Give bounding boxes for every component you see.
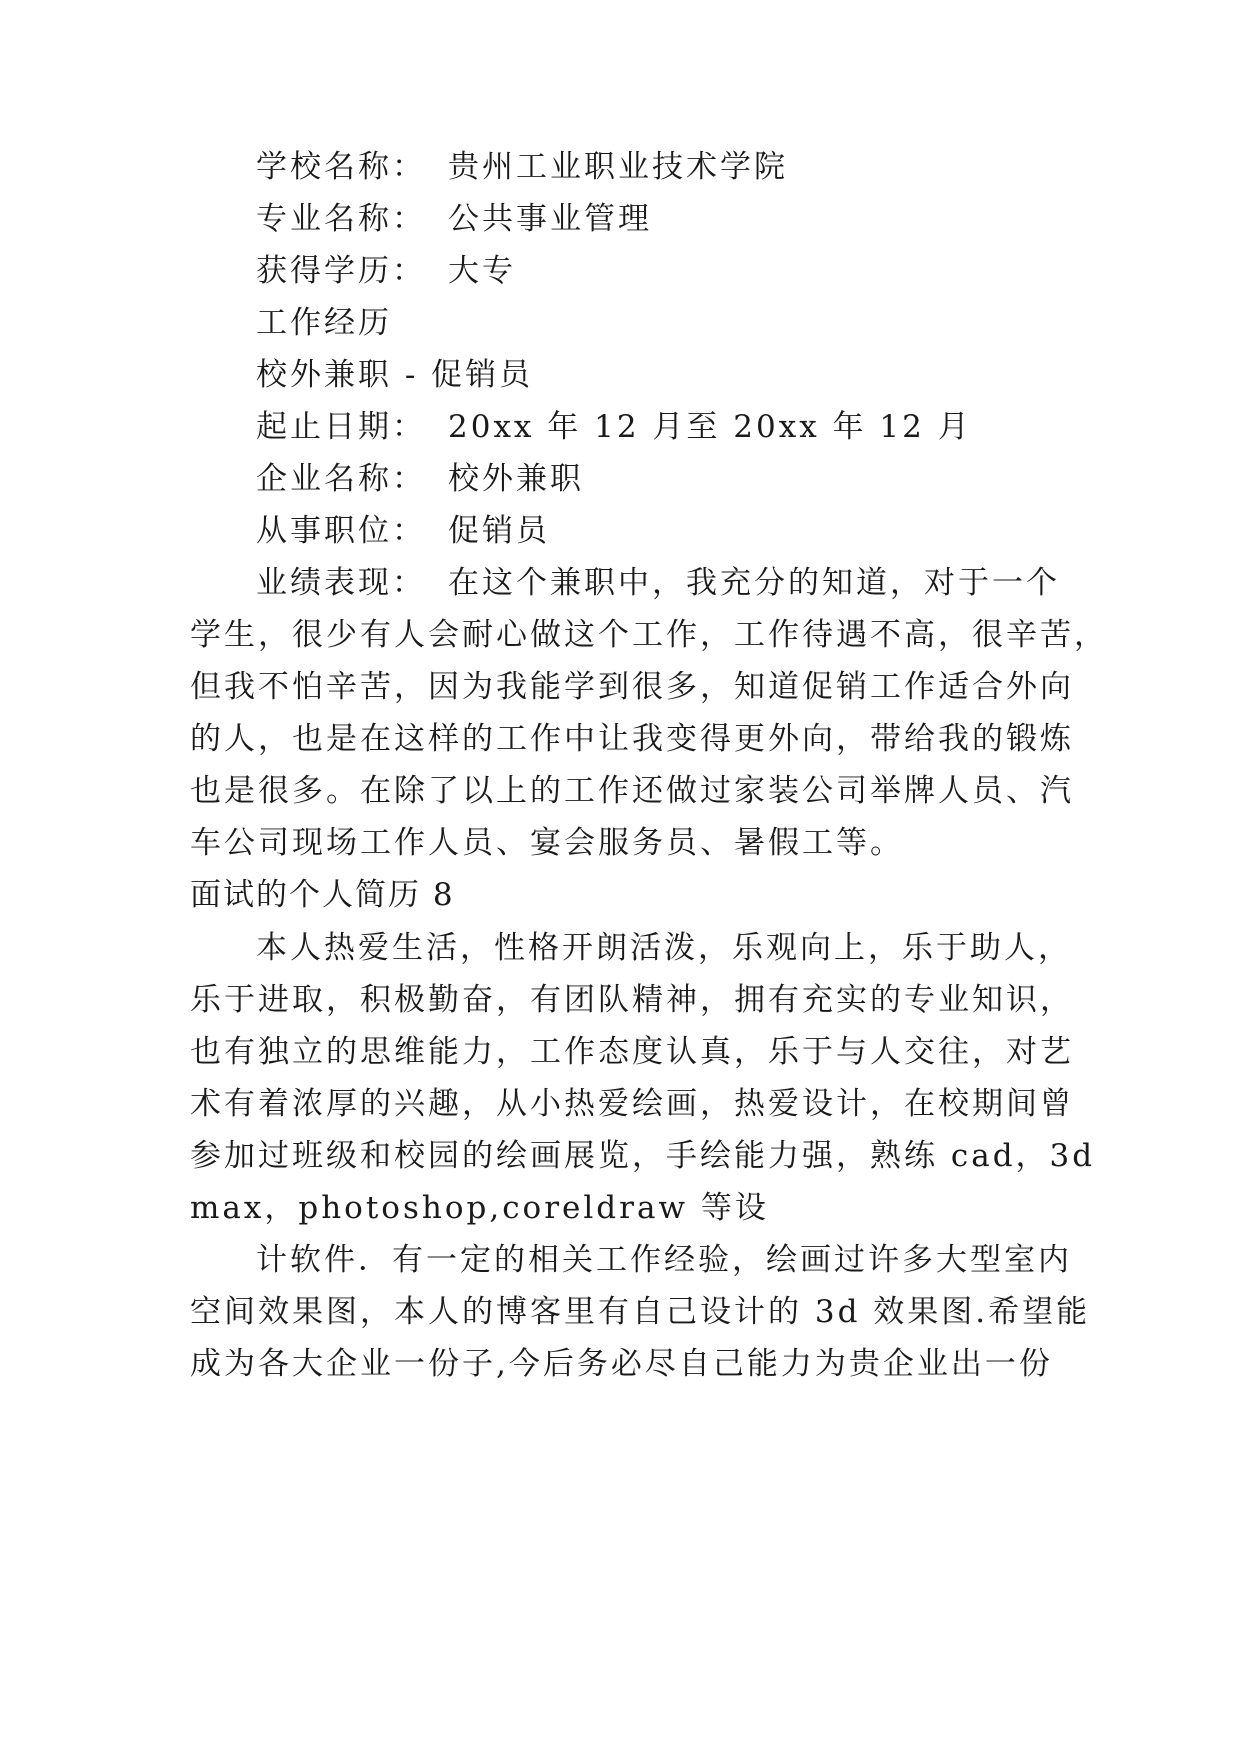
paragraph1-line: 参加过班级和校园的绘画展览，手绘能力强，熟练 cad，3d [190,1138,1096,1174]
paragraph2-line: 空间效果图，本人的博客里有自己设计的 3d 效果图.希望能 [190,1294,1091,1330]
performance-row [256,563,1136,603]
company-value: 校外兼职 [448,461,584,497]
degree-value: 大专 [448,253,516,289]
dates-row [256,407,1136,447]
performance-line: 的人，也是在这样的工作中让我变得更外向，带给我的锻炼 [190,721,1074,757]
paragraph1-line: max，photoshop,coreldraw 等设 [190,1190,769,1226]
school-label: 学校名称： [256,149,426,185]
company-label: 企业名称： [256,461,426,497]
degree-row [256,251,1136,291]
dates-value: 20xx 年 12 月至 20xx 年 12 月 [448,409,972,445]
performance-line: 学生，很少有人会耐心做这个工作，工作待遇不高，很辛苦， [190,617,1108,653]
paragraph1-line: 本人热爱生活，性格开朗活泼，乐观向上，乐于助人， [256,930,1072,966]
paragraph2-line: 成为各大企业一份子,今后务必尽自己能力为贵企业出一份 [190,1346,1053,1382]
company-row [256,459,1136,499]
resume-section-title: 面试的个人简历 8 [190,877,455,913]
major-label: 专业名称： [256,201,426,237]
performance-line: 车公司现场工作人员、宴会服务员、暑假工等。 [190,825,904,861]
school-row [256,147,1136,187]
paragraph1-line: 也有独立的思维能力，工作态度认真，乐于与人交往，对艺 [190,1034,1074,1070]
performance-label: 业绩表现： [256,565,426,601]
job-title: 校外兼职 - 促销员 [256,357,534,393]
dates-label: 起止日期： [256,409,426,445]
major-value: 公共事业管理 [448,201,652,237]
work-section-title: 工作经历 [256,305,392,341]
degree-label: 获得学历： [256,253,426,289]
performance-line: 也是很多。在除了以上的工作还做过家装公司举牌人员、汽 [190,773,1074,809]
position-value: 促销员 [448,513,550,549]
paragraph1-line: 术有着浓厚的兴趣，从小热爱绘画，热爱设计，在校期间曾 [190,1086,1074,1122]
position-row [256,511,1136,551]
major-row [256,199,1136,239]
position-label: 从事职位： [256,513,426,549]
performance-first-line: 在这个兼职中，我充分的知道，对于一个 [448,565,1060,601]
paragraph1-line: 乐于进取，积极勤奋，有团队精神，拥有充实的专业知识， [190,982,1074,1018]
performance-line: 但我不怕辛苦，因为我能学到很多，知道促销工作适合外向 [190,669,1074,705]
paragraph2-line: 计软件．有一定的相关工作经验，绘画过许多大型室内 [256,1242,1072,1278]
school-value: 贵州工业职业技术学院 [448,149,788,185]
